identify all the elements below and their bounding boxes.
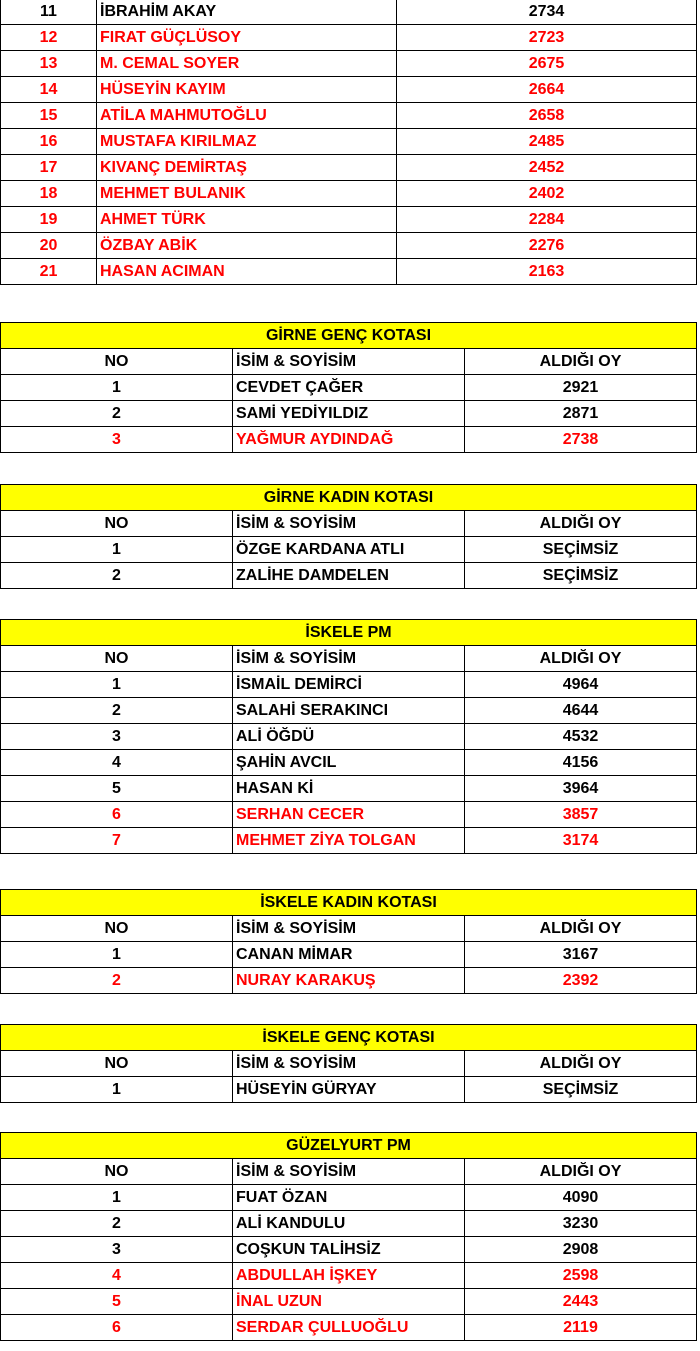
candidate-name: ÖZGE KARDANA ATLI <box>233 537 465 563</box>
table-row <box>1 1185 697 1211</box>
table-row <box>1 155 697 181</box>
row-number: 4 <box>1 1263 233 1289</box>
table-row <box>1 0 697 25</box>
table-title-row <box>1 620 697 646</box>
column-header-no: NO <box>1 646 233 672</box>
row-number: 18 <box>1 181 97 207</box>
table-title: GİRNE GENÇ KOTASI <box>1 323 697 349</box>
candidate-name: MEHMET ZİYA TOLGAN <box>233 828 465 854</box>
table-title-row <box>1 1025 697 1051</box>
candidate-name: İBRAHİM AKAY <box>97 0 397 25</box>
results-table-gi-rne-kadin-kotasi <box>0 484 697 589</box>
row-number: 20 <box>1 233 97 259</box>
row-number: 16 <box>1 129 97 155</box>
table-row <box>1 103 697 129</box>
candidate-name: ALİ KANDULU <box>233 1211 465 1237</box>
table-row <box>1 1315 697 1341</box>
table-row <box>1 537 697 563</box>
row-number: 2 <box>1 968 233 994</box>
row-number: 2 <box>1 1211 233 1237</box>
table-title: İSKELE KADIN KOTASI <box>1 890 697 916</box>
results-table-gi-rne-gen-kotasi <box>0 322 697 453</box>
row-number: 11 <box>1 0 97 25</box>
vote-count: 2119 <box>465 1315 697 1341</box>
row-number: 1 <box>1 672 233 698</box>
candidate-name: SALAHİ SERAKINCI <box>233 698 465 724</box>
table-row <box>1 1289 697 1315</box>
row-number: 1 <box>1 1185 233 1211</box>
table-title-row <box>1 1133 697 1159</box>
candidate-name: M. CEMAL SOYER <box>97 51 397 77</box>
column-header-row <box>1 511 697 537</box>
table-title: GİRNE KADIN KOTASI <box>1 485 697 511</box>
row-number: 2 <box>1 401 233 427</box>
row-number: 4 <box>1 750 233 776</box>
results-table-g-zelyurt-pm <box>0 1132 697 1341</box>
table-row <box>1 698 697 724</box>
row-number: 2 <box>1 563 233 589</box>
column-header-name: İSİM & SOYİSİM <box>233 511 465 537</box>
vote-count: 2276 <box>397 233 697 259</box>
column-header-votes: ALDIĞI OY <box>465 916 697 942</box>
row-number: 14 <box>1 77 97 103</box>
vote-count: 2163 <box>397 259 697 285</box>
table-row <box>1 233 697 259</box>
vote-count: 3174 <box>465 828 697 854</box>
row-number: 1 <box>1 1077 233 1103</box>
table-row <box>1 77 697 103</box>
row-number: 2 <box>1 698 233 724</box>
row-number: 5 <box>1 776 233 802</box>
column-header-votes: ALDIĞI OY <box>465 1051 697 1077</box>
results-table-i-skele-gen-kotasi <box>0 1024 697 1103</box>
row-number: 7 <box>1 828 233 854</box>
candidate-name: SERDAR ÇULLUOĞLU <box>233 1315 465 1341</box>
table-row <box>1 1237 697 1263</box>
row-number: 5 <box>1 1289 233 1315</box>
row-number: 3 <box>1 724 233 750</box>
candidate-name: NURAY KARAKUŞ <box>233 968 465 994</box>
vote-count: SEÇİMSİZ <box>465 563 697 589</box>
row-number: 12 <box>1 25 97 51</box>
vote-count: 4964 <box>465 672 697 698</box>
candidate-name: MUSTAFA KIRILMAZ <box>97 129 397 155</box>
candidate-name: ZALİHE DAMDELEN <box>233 563 465 589</box>
vote-count: 2452 <box>397 155 697 181</box>
row-number: 15 <box>1 103 97 129</box>
candidate-name: CEVDET ÇAĞER <box>233 375 465 401</box>
table-row <box>1 750 697 776</box>
column-header-no: NO <box>1 511 233 537</box>
candidate-name: COŞKUN TALİHSİZ <box>233 1237 465 1263</box>
table-row <box>1 1263 697 1289</box>
candidate-name: AHMET TÜRK <box>97 207 397 233</box>
column-header-row <box>1 1051 697 1077</box>
table-row <box>1 51 697 77</box>
row-number: 1 <box>1 375 233 401</box>
vote-count: 2402 <box>397 181 697 207</box>
vote-count: 3964 <box>465 776 697 802</box>
column-header-row <box>1 916 697 942</box>
candidate-name: İNAL UZUN <box>233 1289 465 1315</box>
column-header-row <box>1 1159 697 1185</box>
table-title: İSKELE GENÇ KOTASI <box>1 1025 697 1051</box>
candidate-name: FIRAT GÜÇLÜSOY <box>97 25 397 51</box>
results-table-i-skele-kadin-kotasi <box>0 889 697 994</box>
table-row <box>1 802 697 828</box>
column-header-row <box>1 349 697 375</box>
table-row <box>1 207 697 233</box>
vote-count: 4090 <box>465 1185 697 1211</box>
vote-count: 2443 <box>465 1289 697 1315</box>
candidate-name: SAMİ YEDİYILDIZ <box>233 401 465 427</box>
candidate-name: FUAT ÖZAN <box>233 1185 465 1211</box>
vote-count: 2675 <box>397 51 697 77</box>
vote-count: SEÇİMSİZ <box>465 1077 697 1103</box>
vote-count: 3167 <box>465 942 697 968</box>
table-title: İSKELE PM <box>1 620 697 646</box>
row-number: 17 <box>1 155 97 181</box>
candidate-name: ATİLA MAHMUTOĞLU <box>97 103 397 129</box>
vote-count: SEÇİMSİZ <box>465 537 697 563</box>
table-row <box>1 724 697 750</box>
column-header-name: İSİM & SOYİSİM <box>233 916 465 942</box>
table-row <box>1 375 697 401</box>
column-header-no: NO <box>1 1051 233 1077</box>
table-title-row <box>1 485 697 511</box>
vote-count: 4532 <box>465 724 697 750</box>
results-table-i-skele-pm <box>0 619 697 854</box>
candidate-name: HASAN Kİ <box>233 776 465 802</box>
table-row <box>1 129 697 155</box>
column-header-name: İSİM & SOYİSİM <box>233 1051 465 1077</box>
column-header-votes: ALDIĞI OY <box>465 646 697 672</box>
table-row <box>1 401 697 427</box>
row-number: 6 <box>1 802 233 828</box>
column-header-name: İSİM & SOYİSİM <box>233 1159 465 1185</box>
candidate-name: HASAN ACIMAN <box>97 259 397 285</box>
table-row <box>1 942 697 968</box>
row-number: 3 <box>1 1237 233 1263</box>
table-row <box>1 259 697 285</box>
candidate-name: HÜSEYİN KAYIM <box>97 77 397 103</box>
table-row <box>1 776 697 802</box>
table-title-row <box>1 890 697 916</box>
column-header-votes: ALDIĞI OY <box>465 349 697 375</box>
column-header-name: İSİM & SOYİSİM <box>233 646 465 672</box>
vote-count: 2871 <box>465 401 697 427</box>
column-header-no: NO <box>1 1159 233 1185</box>
row-number: 19 <box>1 207 97 233</box>
candidate-name: ABDULLAH İŞKEY <box>233 1263 465 1289</box>
candidate-name: YAĞMUR AYDINDAĞ <box>233 427 465 453</box>
table-row <box>1 1077 697 1103</box>
table-title-row <box>1 323 697 349</box>
candidate-name: İSMAİL DEMİRCİ <box>233 672 465 698</box>
table-row <box>1 672 697 698</box>
candidate-name: ÖZBAY ABİK <box>97 233 397 259</box>
table-row <box>1 828 697 854</box>
candidate-name: MEHMET BULANIK <box>97 181 397 207</box>
candidate-name: ŞAHİN AVCIL <box>233 750 465 776</box>
row-number: 3 <box>1 427 233 453</box>
table-row <box>1 181 697 207</box>
table-title: GÜZELYURT PM <box>1 1133 697 1159</box>
vote-count: 2664 <box>397 77 697 103</box>
vote-count: 2658 <box>397 103 697 129</box>
column-header-votes: ALDIĞI OY <box>465 511 697 537</box>
column-header-row <box>1 646 697 672</box>
row-number: 6 <box>1 1315 233 1341</box>
vote-count: 2734 <box>397 0 697 25</box>
candidate-name: KIVANÇ DEMİRTAŞ <box>97 155 397 181</box>
table-row <box>1 1211 697 1237</box>
column-header-votes: ALDIĞI OY <box>465 1159 697 1185</box>
vote-count: 3230 <box>465 1211 697 1237</box>
vote-count: 2392 <box>465 968 697 994</box>
row-number: 13 <box>1 51 97 77</box>
column-header-name: İSİM & SOYİSİM <box>233 349 465 375</box>
vote-count: 4156 <box>465 750 697 776</box>
row-number: 21 <box>1 259 97 285</box>
table-row <box>1 427 697 453</box>
vote-count: 2908 <box>465 1237 697 1263</box>
results-table-continued <box>0 0 697 285</box>
column-header-no: NO <box>1 349 233 375</box>
candidate-name: CANAN MİMAR <box>233 942 465 968</box>
row-number: 1 <box>1 537 233 563</box>
candidate-name: SERHAN CECER <box>233 802 465 828</box>
vote-count: 2485 <box>397 129 697 155</box>
vote-count: 3857 <box>465 802 697 828</box>
table-row <box>1 563 697 589</box>
vote-count: 2921 <box>465 375 697 401</box>
table-row <box>1 25 697 51</box>
vote-count: 4644 <box>465 698 697 724</box>
table-row <box>1 968 697 994</box>
column-header-no: NO <box>1 916 233 942</box>
vote-count: 2284 <box>397 207 697 233</box>
vote-count: 2723 <box>397 25 697 51</box>
vote-count: 2598 <box>465 1263 697 1289</box>
candidate-name: ALİ ÖĞDÜ <box>233 724 465 750</box>
candidate-name: HÜSEYİN GÜRYAY <box>233 1077 465 1103</box>
vote-count: 2738 <box>465 427 697 453</box>
row-number: 1 <box>1 942 233 968</box>
